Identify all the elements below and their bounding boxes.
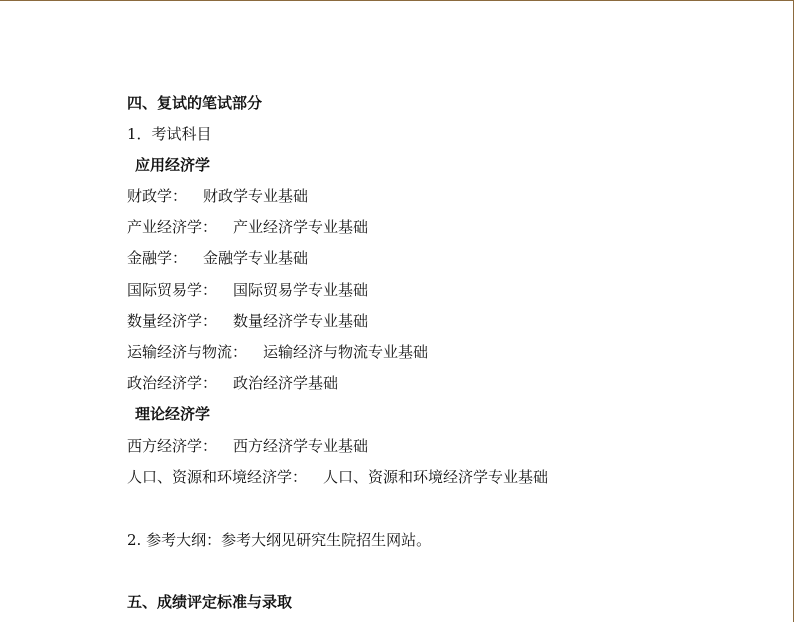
subject-value: 金融学专业基础 xyxy=(203,249,309,267)
subject-label: 西方经济学： xyxy=(127,437,218,455)
subject-row xyxy=(127,374,338,392)
subject-value: 人口、资源和环境经济学专业基础 xyxy=(323,468,549,486)
subject-value: 政治经济学基础 xyxy=(233,374,339,392)
item-exam-subjects: 1．考试科目 xyxy=(127,125,212,143)
subject-row xyxy=(127,312,368,330)
subject-value: 西方经济学专业基础 xyxy=(233,437,369,455)
subject-label: 金融学： xyxy=(127,249,188,267)
subject-row xyxy=(127,437,368,455)
subject-value: 国际贸易学专业基础 xyxy=(233,281,369,299)
subject-label: 国际贸易学： xyxy=(127,281,218,299)
subject-value: 产业经济学专业基础 xyxy=(233,218,369,236)
subject-value: 财政学专业基础 xyxy=(203,187,309,205)
subject-row xyxy=(127,249,308,267)
subject-label: 运输经济与物流： xyxy=(127,343,248,361)
subject-label: 数量经济学： xyxy=(127,312,218,330)
section-heading-scoring-admission: 五、成绩评定标准与录取 xyxy=(127,593,293,611)
group-title-theoretical-economics: 理论经济学 xyxy=(135,405,211,423)
group-title-applied-economics: 应用经济学 xyxy=(135,156,211,174)
subject-value: 数量经济学专业基础 xyxy=(233,312,369,330)
subject-label: 财政学： xyxy=(127,187,188,205)
subject-row xyxy=(127,218,368,236)
subject-label: 政治经济学： xyxy=(127,374,218,392)
subject-label: 人口、资源和环境经济学： xyxy=(127,468,308,486)
subject-row xyxy=(127,468,548,486)
subject-row xyxy=(127,343,428,361)
section-heading-written-exam: 四、复试的笔试部分 xyxy=(127,94,263,112)
subject-value: 运输经济与物流专业基础 xyxy=(263,343,429,361)
subject-row xyxy=(127,281,368,299)
subject-row xyxy=(127,187,308,205)
item-reference-syllabus: 2. 参考大纲：参考大纲见研究生院招生网站。 xyxy=(127,531,432,549)
subject-label: 产业经济学： xyxy=(127,218,218,236)
